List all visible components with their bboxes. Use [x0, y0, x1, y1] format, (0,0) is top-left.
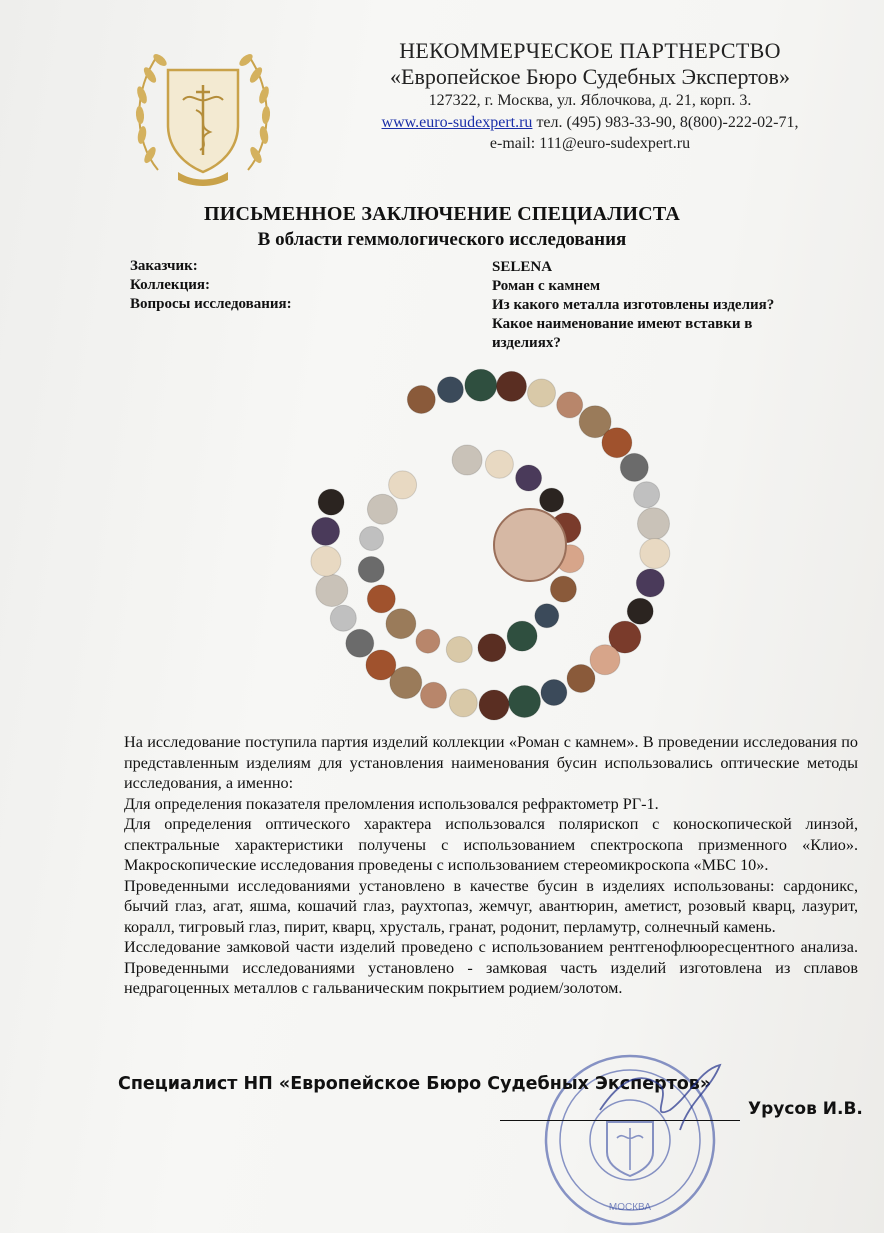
bracelets-photo [300, 355, 700, 725]
phone-numbers: тел. (495) 983-33-90, 8(800)-222-02-71, [532, 114, 799, 131]
paragraph-optical-methods: Для определения оптического характера использовался полярископ с коноскопической линзой, спектральные характеристики получены с использованием спектроскопа призменного «Клио». Макроскопические исследования проведены с использованием стереомикроскопа «МБС 10». [124, 815, 858, 874]
paragraph-refractometer: Для определения показателя преломления использовался рефрактометр РГ-1. [124, 794, 659, 813]
specialist-title: Специалист НП «Европейское Бюро Судебных Экспертов» [118, 1074, 712, 1094]
handwritten-signature [560, 1040, 760, 1160]
collection-value: Роман с камнем [492, 278, 601, 294]
conclusion-body [124, 732, 858, 999]
paragraph-findings: Проведенными исследованиями установлено в качестве бусин в изделиях использованы: сардоникс, бычий глаз, агат, яшма, кошачий глаз, раухтопаз, жемчуг, авантюрин, аметист, розовый кварц, лазурит, коралл, тигровый глаз, пирит, кварц, хрусталь, гранат, родонит, перламутр, солнечный камень. [124, 876, 858, 936]
paragraph-intro: На исследование поступила партия изделий коллекции «Роман с камнем». В проведении исследования по представленным изделиям для установления наименования бусин использовались оптические методы исследования, а именно: [124, 733, 858, 792]
organization-logo [128, 30, 278, 188]
stamp-city: МОСКВА [608, 1202, 652, 1213]
document-subtitle: В области геммологического исследования [257, 229, 627, 250]
organization-name: «Европейское Бюро Судебных Экспертов» [390, 64, 790, 89]
organization-address: 127322, г. Москва, ул. Яблочкова, д. 21, корп. 3. [428, 92, 752, 109]
question-1: Из какого металла изготовлены изделия? [492, 297, 775, 313]
question-2: Какое наименование имеют вставки в изделиях? [492, 316, 753, 351]
paragraph-clasp-analysis: Исследование замковой части изделий проведено с использованием рентгенофлюоресцентного анализа. Проведенными исследованиями установлено - замковая часть изделий изготовлена из сплавов недрагоценных металлов с гальваническим покрытием родием/золотом. [124, 938, 858, 997]
specialist-name: Урусов И.В. [748, 1099, 863, 1119]
customer-label: Заказчик: [130, 258, 198, 274]
website-link[interactable]: www.euro-sudexpert.ru [381, 114, 533, 131]
organization-type: НЕКОММЕРЧЕСКОЕ ПАРТНЕРСТВО [399, 38, 781, 63]
organization-email: e-mail: 111@euro-sudexpert.ru [489, 135, 691, 152]
customer-value: SELENA [492, 259, 553, 275]
document-title: ПИСЬМЕННОЕ ЗАКЛЮЧЕНИЕ СПЕЦИАЛИСТА [203, 203, 681, 225]
collection-label: Коллекция: [130, 277, 210, 293]
organization-contacts [330, 114, 850, 132]
questions-label: Вопросы исследования: [130, 296, 292, 312]
